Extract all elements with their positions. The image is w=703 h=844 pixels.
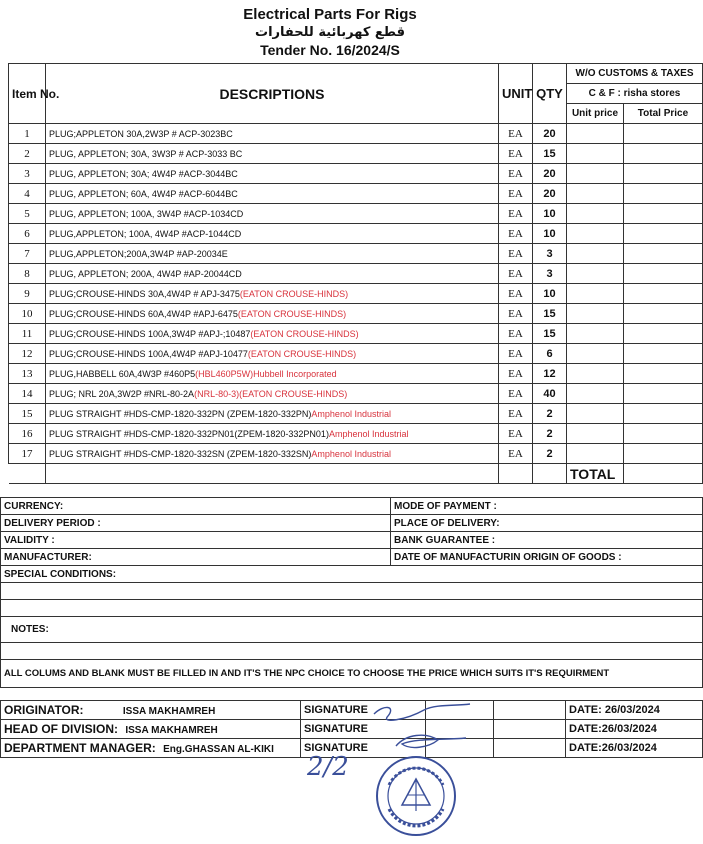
item-description	[46, 184, 499, 204]
item-qty: 2	[533, 444, 567, 464]
originator-label: ORIGINATOR:	[4, 703, 84, 717]
item-unit: EA	[499, 144, 533, 164]
validity-field[interactable]: VALIDITY :	[1, 532, 391, 549]
table-row	[9, 224, 703, 244]
manufacturer-note: (HBL460P5W)Hubbell Incorporated	[195, 368, 337, 379]
table-row	[9, 284, 703, 304]
date-of-manufacturing-field[interactable]: DATE OF MANUFACTURIN ORIGIN OF GOODS :	[391, 549, 703, 566]
instruction-text: ALL COLUMS AND BLANK MUST BE FILLED IN AND IT'S THE NPC CHOICE TO CHOOSE THE PRICE WHICH SUITS IT'S REQUIRMENT	[1, 660, 703, 688]
unit-price-cell[interactable]	[567, 284, 624, 304]
description-text: PLUG, APPLETON; 100A, 3W4P #ACP-1034CD	[49, 208, 244, 219]
head-of-division-date: DATE:26/03/2024	[566, 720, 703, 739]
item-unit: EA	[499, 264, 533, 284]
signature-label: SIGNATURE	[301, 720, 426, 739]
item-description	[46, 264, 499, 284]
description-text: PLUG;APPLETON 30A,2W3P # ACP-3023BC	[49, 128, 233, 139]
item-unit: EA	[499, 124, 533, 144]
item-unit: EA	[499, 184, 533, 204]
item-number: 3	[9, 164, 46, 184]
item-description	[46, 164, 499, 184]
signature-label: SIGNATURE	[301, 739, 426, 758]
total-price-cell[interactable]	[624, 404, 703, 424]
items-body	[9, 124, 703, 464]
description-text: PLUG, APPLETON; 60A, 4W4P #ACP-6044BC	[49, 188, 238, 199]
arabic-title: قطع كهربائية للحفارات	[255, 25, 405, 40]
item-number: 12	[9, 344, 46, 364]
department-manager-name: Eng.GHASSAN AL-KIKI	[163, 744, 274, 755]
item-description	[46, 144, 499, 164]
table-row	[9, 404, 703, 424]
terms-table	[0, 497, 703, 688]
item-description	[46, 404, 499, 424]
table-row	[9, 144, 703, 164]
unit-price-cell[interactable]	[567, 224, 624, 244]
table-row	[9, 244, 703, 264]
item-unit: EA	[499, 344, 533, 364]
item-number: 14	[9, 384, 46, 404]
description-text: PLUG;CROUSE-HINDS 60A,4W4P #APJ-6475	[49, 308, 238, 319]
item-qty: 6	[533, 344, 567, 364]
total-price-cell[interactable]	[624, 244, 703, 264]
item-qty: 15	[533, 144, 567, 164]
item-number: 6	[9, 224, 46, 244]
item-unit: EA	[499, 284, 533, 304]
total-price-cell[interactable]	[624, 324, 703, 344]
manufacturer-note: Amphenol Industrial	[328, 428, 409, 439]
total-price-cell[interactable]	[624, 184, 703, 204]
manufacturer-note: (EATON CROUSE-HINDS)	[239, 288, 349, 299]
originator-name: ISSA MAKHAMREH	[122, 706, 216, 717]
unit-price-cell[interactable]	[567, 304, 624, 324]
table-row	[9, 304, 703, 324]
item-description	[46, 204, 499, 224]
description-text: PLUG,APPLETON; 100A, 4W4P #ACP-1044CD	[49, 228, 242, 239]
item-description	[46, 304, 499, 324]
header-qty: QTY	[533, 64, 567, 124]
special-conditions-line[interactable]	[1, 600, 703, 617]
originator-date: DATE: 26/03/2024	[566, 701, 703, 720]
item-number: 9	[9, 284, 46, 304]
item-description	[46, 424, 499, 444]
table-row	[9, 364, 703, 384]
table-row	[9, 164, 703, 184]
manufacturer-note: (NRL-80-3)(EATON CROUSE-HINDS)	[194, 388, 348, 399]
item-description	[46, 284, 499, 304]
unit-price-cell[interactable]	[567, 184, 624, 204]
item-description	[46, 124, 499, 144]
unit-price-cell[interactable]	[567, 424, 624, 444]
total-price-cell[interactable]	[624, 444, 703, 464]
mode-of-payment-field[interactable]: MODE OF PAYMENT :	[391, 498, 703, 515]
header-descriptions: DESCRIPTIONS	[46, 64, 499, 124]
item-qty: 12	[533, 364, 567, 384]
unit-price-cell[interactable]	[567, 364, 624, 384]
item-qty: 2	[533, 424, 567, 444]
description-text: PLUG STRAIGHT #HDS-CMP-1820-332PN (ZPEM-1820-332PN)	[49, 408, 312, 419]
item-qty: 10	[533, 204, 567, 224]
item-qty: 20	[533, 184, 567, 204]
description-text: PLUG;CROUSE-HINDS 100A,3W4P #APJ-;10487	[49, 328, 251, 339]
item-description	[46, 224, 499, 244]
table-row	[9, 384, 703, 404]
table-row	[9, 184, 703, 204]
handwritten-signature-icon	[366, 696, 476, 764]
item-qty: 2	[533, 404, 567, 424]
total-price-cell[interactable]	[624, 364, 703, 384]
notes-line[interactable]	[1, 643, 703, 660]
item-qty: 20	[533, 164, 567, 184]
items-table	[8, 63, 703, 484]
total-price-cell[interactable]	[624, 424, 703, 444]
unit-price-cell[interactable]	[567, 324, 624, 344]
total-price-cell[interactable]	[624, 304, 703, 324]
item-unit: EA	[499, 224, 533, 244]
description-text: PLUG, APPLETON; 30A; 4W4P #ACP-3044BC	[49, 168, 238, 179]
unit-price-cell[interactable]	[567, 244, 624, 264]
manufacturer-note: (EATON CROUSE-HINDS)	[247, 348, 357, 359]
item-qty: 3	[533, 264, 567, 284]
description-text: PLUG STRAIGHT #HDS-CMP-1820-332PN01(ZPEM-1820-332PN01)	[49, 428, 329, 439]
item-qty: 10	[533, 284, 567, 304]
item-unit: EA	[499, 244, 533, 264]
header-unit-price: Unit price	[567, 104, 624, 124]
bank-guarantee-field[interactable]: BANK GUARANTEE :	[391, 532, 703, 549]
table-row	[9, 264, 703, 284]
manufacturer-note: (EATON CROUSE-HINDS)	[250, 328, 359, 339]
item-unit: EA	[499, 404, 533, 424]
description-text: PLUG,HABBELL 60A,4W3P #460P5	[49, 368, 196, 379]
description-text: PLUG;CROUSE-HINDS 30A,4W4P # APJ-3475	[49, 288, 240, 299]
item-number: 7	[9, 244, 46, 264]
total-price-cell[interactable]	[624, 284, 703, 304]
item-qty: 3	[533, 244, 567, 264]
description-text: PLUG, APPLETON; 200A, 4W4P #AP-20044CD	[49, 268, 242, 279]
table-row	[9, 124, 703, 144]
header-wo-customs: W/O CUSTOMS & TAXES	[567, 64, 703, 84]
tender-number: Tender No. 16/2024/S	[260, 42, 400, 58]
item-number: 4	[9, 184, 46, 204]
item-qty: 10	[533, 224, 567, 244]
unit-price-cell[interactable]	[567, 164, 624, 184]
department-manager-label: DEPARTMENT MANAGER:	[4, 741, 156, 755]
item-number: 17	[9, 444, 46, 464]
item-number: 15	[9, 404, 46, 424]
manufacturer-note: Amphenol Industrial	[311, 448, 391, 459]
item-qty: 15	[533, 304, 567, 324]
item-unit: EA	[499, 204, 533, 224]
special-conditions-field[interactable]: SPECIAL CONDITIONS:	[1, 566, 703, 583]
total-price-cell[interactable]	[624, 264, 703, 284]
place-of-delivery-field[interactable]: PLACE OF DELIVERY:	[391, 515, 703, 532]
unit-price-cell[interactable]	[567, 204, 624, 224]
item-unit: EA	[499, 384, 533, 404]
item-unit: EA	[499, 444, 533, 464]
description-text: PLUG, APPLETON; 30A, 3W3P # ACP-3033 BC	[49, 148, 243, 159]
manufacturer-field[interactable]: MANUFACTURER:	[1, 549, 391, 566]
item-number: 10	[9, 304, 46, 324]
table-row	[9, 344, 703, 364]
notes-field[interactable]: NOTES:	[1, 617, 703, 643]
unit-price-cell[interactable]	[567, 404, 624, 424]
item-description	[46, 364, 499, 384]
document-title: Electrical Parts For Rigs	[243, 6, 417, 23]
manufacturer-note: Amphenol Industrial	[311, 408, 391, 419]
item-qty: 40	[533, 384, 567, 404]
delivery-period-field[interactable]: DELIVERY PERIOD :	[1, 515, 391, 532]
header-unit: UNIT	[499, 64, 533, 124]
item-unit: EA	[499, 364, 533, 384]
table-row	[9, 324, 703, 344]
head-of-division-name: ISSA MAKHAMREH	[125, 725, 218, 736]
unit-price-cell[interactable]	[567, 264, 624, 284]
item-number: 5	[9, 204, 46, 224]
special-conditions-line[interactable]	[1, 583, 703, 600]
total-price-cell[interactable]	[624, 124, 703, 144]
item-description	[46, 324, 499, 344]
total-price-cell[interactable]	[624, 344, 703, 364]
item-description	[46, 244, 499, 264]
header-item-no: Item No.	[9, 64, 46, 124]
head-of-division-label: HEAD OF DIVISION:	[4, 722, 119, 736]
unit-price-cell[interactable]	[567, 144, 624, 164]
department-manager-date: DATE:26/03/2024	[566, 739, 703, 758]
description-text: PLUG; NRL 20A,3W2P #NRL-80-2A	[49, 388, 195, 399]
item-qty: 20	[533, 124, 567, 144]
table-row	[9, 444, 703, 464]
description-text: PLUG;CROUSE-HINDS 100A,4W4P #APJ-10477	[49, 348, 248, 359]
item-number: 16	[9, 424, 46, 444]
official-stamp-icon	[375, 755, 457, 837]
item-qty: 15	[533, 324, 567, 344]
header-cf: C & F : risha stores	[567, 84, 703, 104]
table-row	[9, 204, 703, 224]
page-number: 2/2	[307, 752, 349, 782]
unit-price-cell[interactable]	[567, 384, 624, 404]
item-description	[46, 344, 499, 364]
header-total-price: Total Price	[624, 104, 703, 124]
total-price-cell[interactable]	[624, 164, 703, 184]
item-number: 13	[9, 364, 46, 384]
item-number: 11	[9, 324, 46, 344]
item-description	[46, 444, 499, 464]
item-number: 1	[9, 124, 46, 144]
total-price-cell[interactable]	[624, 144, 703, 164]
unit-price-cell[interactable]	[567, 444, 624, 464]
signature-table	[0, 700, 703, 758]
item-description	[46, 384, 499, 404]
item-number: 8	[9, 264, 46, 284]
item-unit: EA	[499, 424, 533, 444]
item-unit: EA	[499, 164, 533, 184]
description-text: PLUG,APPLETON;200A,3W4P #AP-20034E	[49, 248, 228, 259]
total-label: TOTAL	[567, 464, 624, 484]
total-price-cell[interactable]	[624, 204, 703, 224]
currency-field[interactable]: CURRENCY:	[1, 498, 391, 515]
item-unit: EA	[499, 304, 533, 324]
item-unit: EA	[499, 324, 533, 344]
unit-price-cell[interactable]	[567, 344, 624, 364]
unit-price-cell[interactable]	[567, 124, 624, 144]
description-text: PLUG STRAIGHT #HDS-CMP-1820-332SN (ZPEM-1820-332SN)	[49, 448, 312, 459]
signature-label: SIGNATURE	[301, 701, 426, 720]
table-row	[9, 424, 703, 444]
total-price-cell[interactable]	[624, 384, 703, 404]
total-price-cell[interactable]	[624, 224, 703, 244]
manufacturer-note: (EATON CROUSE-HINDS)	[237, 308, 347, 319]
item-number: 2	[9, 144, 46, 164]
total-value-cell[interactable]	[624, 464, 703, 484]
